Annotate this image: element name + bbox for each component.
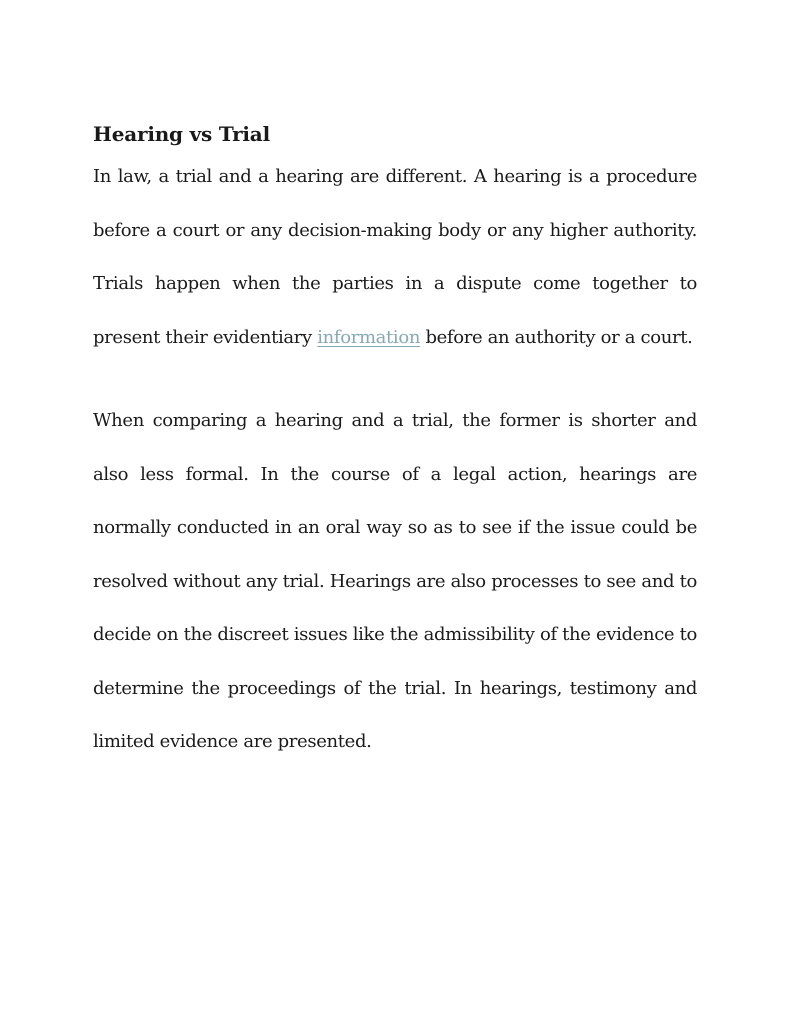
paragraph-1 <box>93 150 697 364</box>
paragraph-1-text-before-link: In law, a trial and a hearing are different. A hearing is a procedure before a court or any decision-making body or any higher authority. Trials happen when the parties in a dispute come together to present their evidentiary <box>93 166 697 348</box>
document-title: Hearing vs Trial <box>93 122 270 146</box>
information-link[interactable]: information <box>317 326 421 348</box>
document-page <box>93 118 697 769</box>
paragraph-2: When comparing a hearing and a trial, the former is shorter and also less formal. In the course of a legal action, hearings are normally conducted in an oral way so as to see if the issue could be resolved without any trial. Hearings are also processes to see and to decide on the discreet issues like the admissibility of the evidence to determine the proceedings of the trial. In hearings, testimony and limited evidence are presented. <box>93 410 697 752</box>
paragraph-1-text-after-link: before an authority or a court. <box>420 326 693 348</box>
